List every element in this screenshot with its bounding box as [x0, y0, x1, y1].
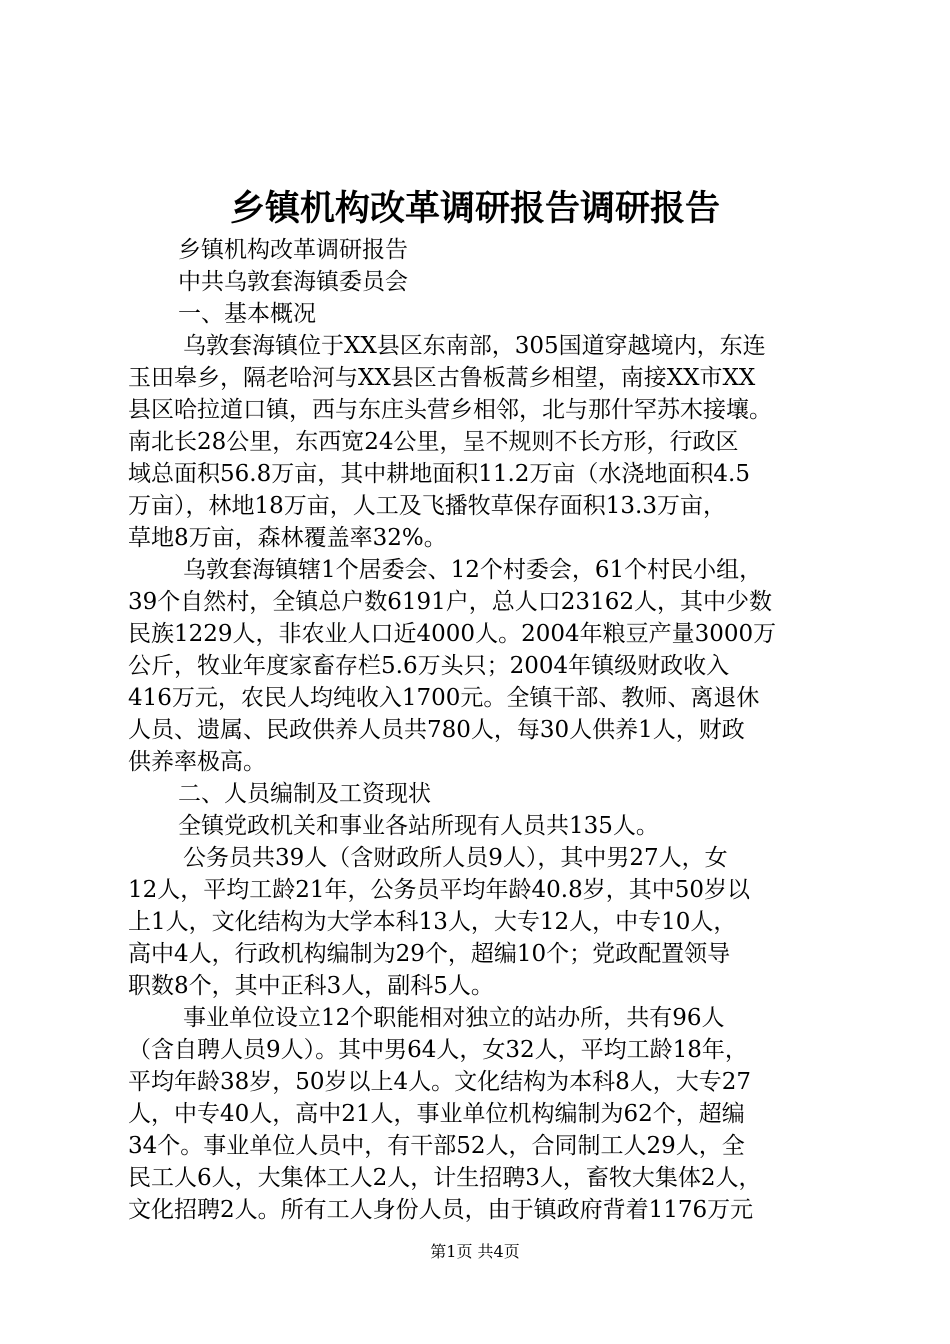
paragraph-line: 乌敦套海镇位于XX县区东南部，305国道穿越境内，东连	[183, 333, 766, 359]
section-heading-2: 二、人员编制及工资现状	[178, 781, 431, 807]
paragraph-line: 34个。事业单位人员中，有干部52人，合同制工人29人，全	[128, 1133, 745, 1159]
paragraph-line: 公斤，牧业年度家畜存栏5.6万头只；2004年镇级财政收入	[128, 653, 730, 679]
paragraph-line: 事业单位设立12个职能相对独立的站办所，共有96人	[183, 1005, 725, 1031]
paragraph-line: 人员、遗属、民政供养人员共780人，每30人供养1人，财政	[128, 717, 745, 743]
paragraph-line: 全镇党政机关和事业各站所现有人员共135人。	[178, 813, 659, 839]
paragraph-line: 供养率极高。	[128, 749, 266, 775]
paragraph-line: 南北长28公里，东西宽24公里，呈不规则不长方形，行政区	[128, 429, 739, 455]
report-author: 中共乌敦套海镇委员会	[178, 269, 408, 295]
paragraph-line: 高中4人，行政机构编制为29个，超编10个；党政配置领导	[128, 941, 731, 967]
paragraph-line: 县区哈拉道口镇，西与东庄头营乡相邻，北与那什罕苏木接壤。	[128, 397, 772, 423]
document-body	[128, 234, 834, 1226]
paragraph-line: 民族1229人，非农业人口近4000人。2004年粮豆产量3000万	[128, 621, 777, 647]
paragraph-line: 草地8万亩，森林覆盖率32%。	[128, 525, 447, 551]
paragraph-line: （含自聘人员9人）。其中男64人，女32人，平均工龄18年，	[128, 1037, 748, 1063]
paragraph-line: 职数8个，其中正科3人，副科5人。	[128, 973, 494, 999]
paragraph-line: 416万元，农民人均纯收入1700元。全镇干部、教师、离退休	[128, 685, 760, 711]
paragraph-line: 域总面积56.8万亩，其中耕地面积11.2万亩（水浇地面积4.5	[128, 461, 750, 487]
section-heading-1: 一、基本概况	[178, 301, 316, 327]
report-subtitle: 乡镇机构改革调研报告	[178, 237, 408, 263]
paragraph-line: 文化招聘2人。所有工人身份人员，由于镇政府背着1176万元	[128, 1197, 754, 1223]
paragraph-line: 民工人6人，大集体工人2人，计生招聘3人，畜牧大集体2人，	[128, 1165, 762, 1191]
document-title: 乡镇机构改革调研报告调研报告	[229, 188, 720, 229]
paragraph-line: 平均年龄38岁，50岁以上4人。文化结构为本科8人，大专27	[128, 1069, 752, 1095]
paragraph-line: 39个自然村，全镇总户数6191户，总人口23162人，其中少数	[128, 589, 772, 615]
paragraph-line: 乌敦套海镇辖1个居委会、12个村委会，61个村民小组，	[183, 557, 763, 583]
page-number-footer: 第1页 共4页	[430, 1242, 520, 1261]
paragraph-line: 人，中专40人，高中21人，事业单位机构编制为62个，超编	[128, 1101, 745, 1127]
paragraph-line: 万亩），林地18万亩，人工及飞播牧草保存面积13.3万亩，	[128, 493, 726, 519]
paragraph-line: 上1人，文化结构为大学本科13人，大专12人，中专10人，	[128, 909, 737, 935]
paragraph-line: 12人，平均工龄21年，公务员平均年龄40.8岁，其中50岁以	[128, 877, 751, 903]
paragraph-line: 公务员共39人（含财政所人员9人），其中男27人，女	[183, 845, 728, 871]
paragraph-line: 玉田皋乡，隔老哈河与XX县区古鲁板蒿乡相望，南接XX市XX	[128, 365, 756, 391]
